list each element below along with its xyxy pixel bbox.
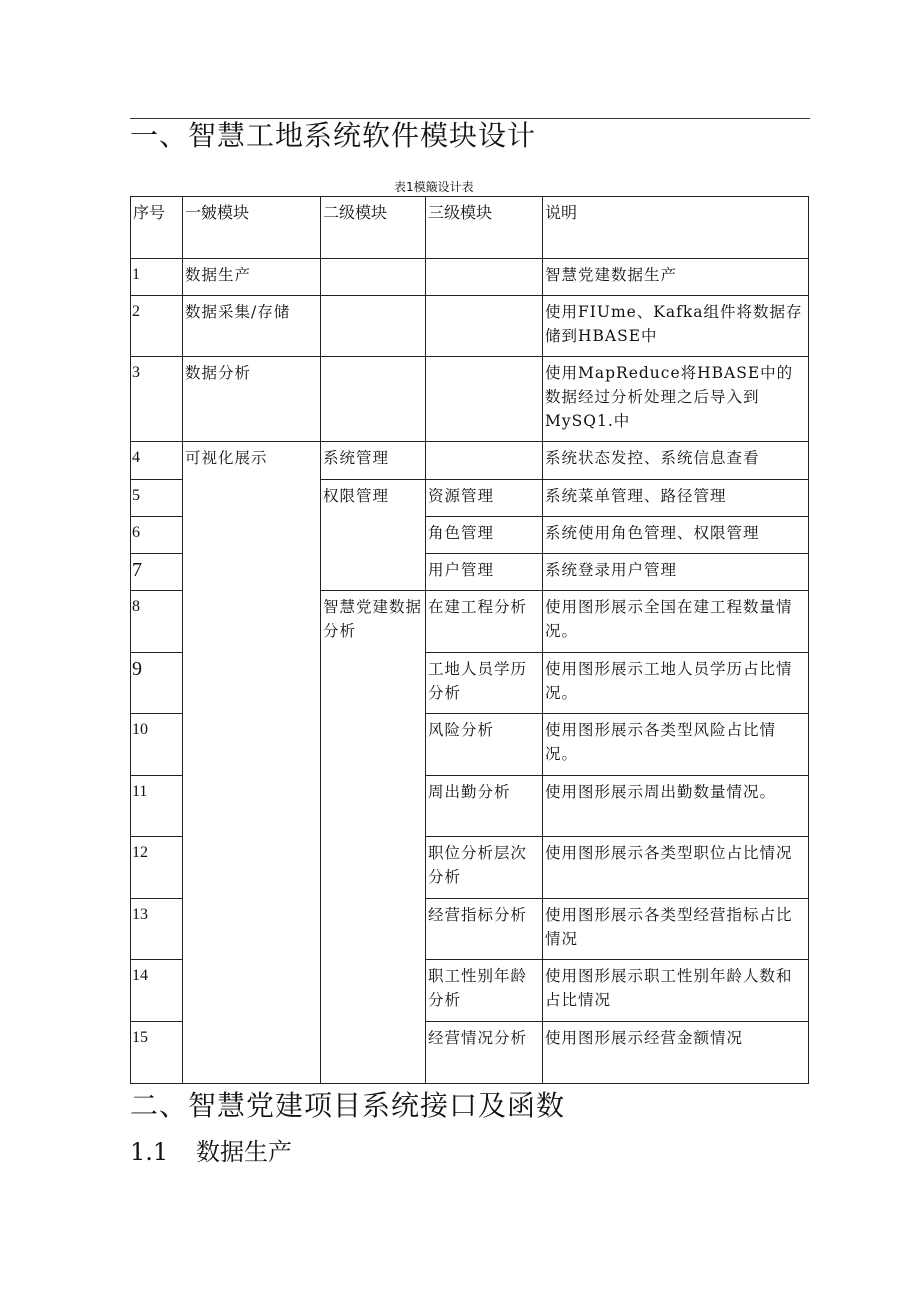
row-seq: 11 — [131, 776, 183, 837]
row-level2: 系统管理 — [321, 442, 426, 480]
row-level1: 数据采集/存储 — [183, 296, 321, 357]
row-level3 — [426, 296, 543, 357]
row-level3: 职工性别年龄分析 — [426, 960, 543, 1022]
row-seq: 9 — [131, 653, 183, 714]
row-level1: 数据生产 — [183, 259, 321, 296]
table-caption: 表1模簸设计表 — [394, 180, 474, 194]
row-seq: 10 — [131, 714, 183, 776]
row-desc: 系统菜单管理、路径管理 — [543, 480, 809, 517]
row-desc: 使用MapReduce将HBASE中的数据经过分析处理之后导入到MySQ1.中 — [543, 357, 809, 442]
table-row — [131, 442, 809, 480]
row-desc: 使用图形展示周出勤数量情况。 — [543, 776, 809, 837]
row-level1: 数据分析 — [183, 357, 321, 442]
row-seq: 2 — [131, 296, 183, 357]
row-level3: 资源管理 — [426, 480, 543, 517]
row-level3 — [426, 259, 543, 296]
row-level2 — [321, 296, 426, 357]
row-level3 — [426, 357, 543, 442]
row-seq: 14 — [131, 960, 183, 1022]
row-level3: 用户管理 — [426, 554, 543, 591]
row-desc: 使用图形展示经营金额情况 — [543, 1022, 809, 1084]
row-level3: 工地人员学历分析 — [426, 653, 543, 714]
row-desc: 使用图形展示工地人员学历占比情况。 — [543, 653, 809, 714]
subsection-number: 1.1 — [130, 1138, 169, 1166]
row-seq: 7 — [131, 554, 183, 591]
row-level3: 周出勤分析 — [426, 776, 543, 837]
row-seq: 12 — [131, 837, 183, 899]
table-row — [131, 357, 809, 442]
row-level3: 在建工程分析 — [426, 591, 543, 653]
row-desc: 使用图形展示各类型职位占比情况 — [543, 837, 809, 899]
subsection-title: 数据生产 — [196, 1138, 292, 1166]
row-desc: 使用图形展示各类型经营指标占比情况 — [543, 899, 809, 960]
row-level2-merged: 智慧党建数据分析 — [321, 591, 426, 1084]
row-level3: 经营情况分析 — [426, 1022, 543, 1084]
row-desc: 系统状态发控、系统信息查看 — [543, 442, 809, 480]
row-desc: 使用图形展示全国在建工程数量情况。 — [543, 591, 809, 653]
row-seq: 3 — [131, 357, 183, 442]
table-row — [131, 296, 809, 357]
row-desc: 系统登录用户管理 — [543, 554, 809, 591]
row-desc: 使用FIUme、Kafka组件将数据存储到HBASE中 — [543, 296, 809, 357]
header-level2: 二级模块 — [321, 197, 426, 259]
row-seq: 8 — [131, 591, 183, 653]
row-level3 — [426, 442, 543, 480]
row-level2 — [321, 357, 426, 442]
row-level3: 经营指标分析 — [426, 899, 543, 960]
row-seq: 15 — [131, 1022, 183, 1084]
row-desc: 系统使用角色管理、权限管理 — [543, 517, 809, 554]
table-header-row — [131, 197, 809, 259]
row-level1-merged: 可视化展示 — [183, 442, 321, 1084]
row-level2-merged: 权限管理 — [321, 480, 426, 591]
header-seq: 序号 — [131, 197, 183, 259]
subsection-1-1-heading — [130, 1140, 292, 1164]
row-desc: 智慧党建数据生产 — [543, 259, 809, 296]
section-2-heading: 二、智慧党建项目系统接口及函数 — [130, 1089, 566, 1122]
row-seq: 6 — [131, 517, 183, 554]
row-seq: 13 — [131, 899, 183, 960]
header-level3: 三级模块 — [426, 197, 543, 259]
table-row — [131, 259, 809, 296]
row-level3: 风险分析 — [426, 714, 543, 776]
row-desc: 使用图形展示各类型风险占比情况。 — [543, 714, 809, 776]
row-level3: 角色管理 — [426, 517, 543, 554]
row-seq: 5 — [131, 480, 183, 517]
row-level2 — [321, 259, 426, 296]
row-seq: 4 — [131, 442, 183, 480]
row-level3: 职位分析层次分析 — [426, 837, 543, 899]
row-seq: 1 — [131, 259, 183, 296]
section-1-heading: 一、智慧工地系统软件模块设计 — [130, 119, 537, 152]
header-level1: 一皴模块 — [183, 197, 321, 259]
header-desc: 说明 — [543, 197, 809, 259]
module-design-table — [130, 196, 809, 1084]
row-desc: 使用图形展示职工性别年龄人数和占比情况 — [543, 960, 809, 1022]
